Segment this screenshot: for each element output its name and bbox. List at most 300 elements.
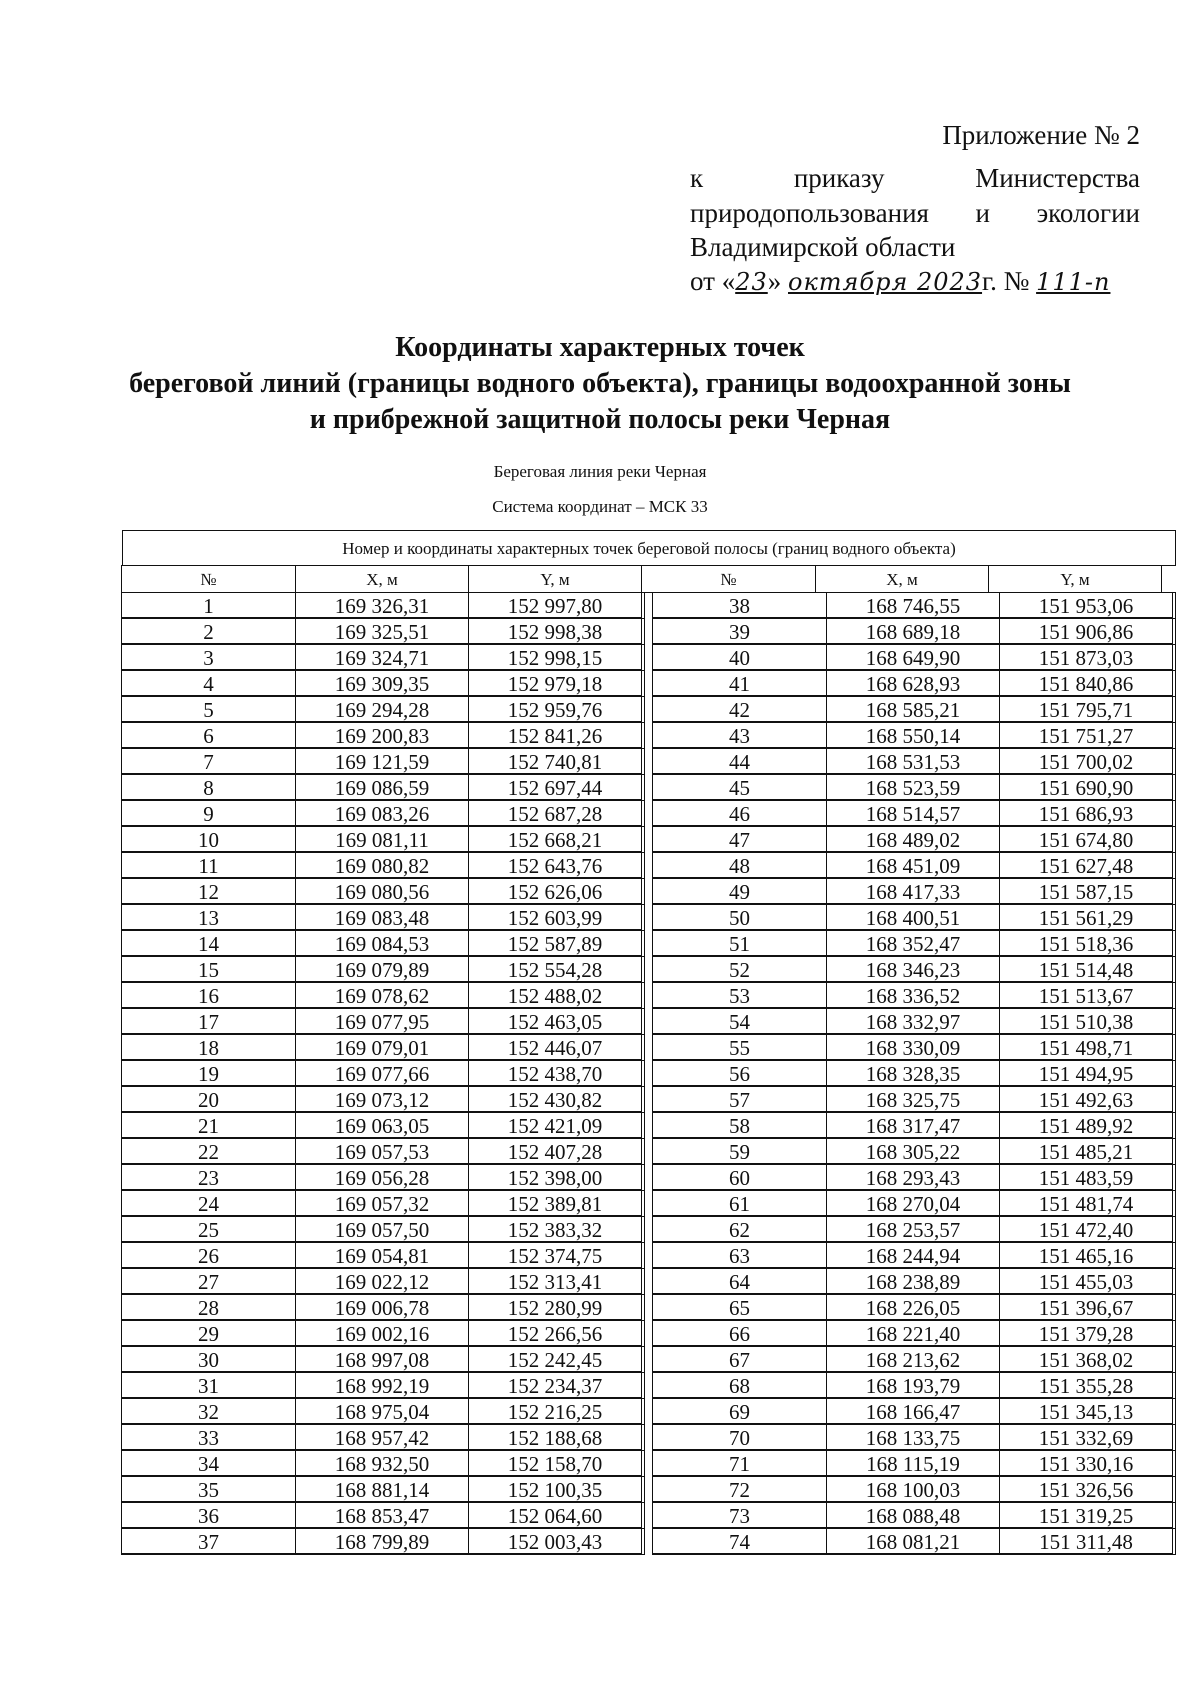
x-coordinate: 168 133,75 — [826, 1424, 1000, 1450]
x-coordinate: 169 054,81 — [295, 1242, 469, 1268]
point-number: 42 — [652, 696, 827, 722]
table-row — [652, 852, 1176, 879]
table-row — [121, 1112, 645, 1139]
x-coordinate: 168 081,21 — [826, 1528, 1000, 1554]
x-coordinate: 169 121,59 — [295, 748, 469, 774]
y-coordinate: 151 690,90 — [999, 774, 1173, 800]
x-coordinate: 169 309,35 — [295, 670, 469, 696]
x-coordinate: 168 514,57 — [826, 800, 1000, 826]
table-row — [121, 1320, 645, 1347]
table-row — [652, 1242, 1176, 1269]
col-header-x-right: X, м — [815, 565, 989, 593]
table-row — [121, 878, 645, 905]
y-coordinate: 152 242,45 — [468, 1346, 642, 1372]
table-row — [652, 1372, 1176, 1399]
y-coordinate: 152 398,00 — [468, 1164, 642, 1190]
table-row — [652, 1502, 1176, 1529]
y-coordinate: 152 697,44 — [468, 774, 642, 800]
table-row — [652, 618, 1176, 645]
x-coordinate: 168 115,19 — [826, 1450, 1000, 1476]
y-coordinate: 151 379,28 — [999, 1320, 1173, 1346]
table-row — [652, 696, 1176, 723]
y-coordinate: 151 472,40 — [999, 1216, 1173, 1242]
coordinates-table — [122, 530, 1176, 1555]
point-number: 11 — [121, 852, 296, 878]
table-row — [121, 1268, 645, 1295]
point-number: 33 — [121, 1424, 296, 1450]
table-row — [121, 1450, 645, 1477]
x-coordinate: 168 238,89 — [826, 1268, 1000, 1294]
x-coordinate: 168 649,90 — [826, 644, 1000, 670]
point-number: 31 — [121, 1372, 296, 1398]
table-row — [121, 1216, 645, 1243]
table-row — [121, 696, 645, 723]
point-number: 36 — [121, 1502, 296, 1528]
x-coordinate: 168 550,14 — [826, 722, 1000, 748]
x-coordinate: 168 088,48 — [826, 1502, 1000, 1528]
y-coordinate: 152 430,82 — [468, 1086, 642, 1112]
table-row — [121, 1008, 645, 1035]
point-number: 15 — [121, 956, 296, 982]
y-coordinate: 152 668,21 — [468, 826, 642, 852]
x-coordinate: 168 226,05 — [826, 1294, 1000, 1320]
title-line-1: Координаты характерных точек — [395, 332, 805, 363]
table-row — [121, 930, 645, 957]
title-line-3: и прибрежной защитной полосы реки Черная — [309, 404, 891, 435]
y-coordinate: 152 463,05 — [468, 1008, 642, 1034]
y-coordinate: 152 959,76 — [468, 696, 642, 722]
point-number: 54 — [652, 1008, 827, 1034]
point-number: 32 — [121, 1398, 296, 1424]
table-row — [652, 904, 1176, 931]
date-prefix: от « — [690, 266, 736, 296]
order-word-ecology: экологии — [1036, 198, 1140, 228]
x-coordinate: 168 585,21 — [826, 696, 1000, 722]
col-header-n-left: № — [121, 565, 296, 593]
x-coordinate: 168 100,03 — [826, 1476, 1000, 1502]
x-coordinate: 169 294,28 — [295, 696, 469, 722]
point-number: 8 — [121, 774, 296, 800]
point-number: 4 — [121, 670, 296, 696]
table-row — [121, 1372, 645, 1399]
x-coordinate: 168 957,42 — [295, 1424, 469, 1450]
point-number: 71 — [652, 1450, 827, 1476]
table-row — [121, 644, 645, 671]
point-number: 37 — [121, 1528, 296, 1554]
point-number: 16 — [121, 982, 296, 1008]
point-number: 17 — [121, 1008, 296, 1034]
table-row — [121, 982, 645, 1009]
document-title — [0, 330, 1200, 438]
y-coordinate: 152 188,68 — [468, 1424, 642, 1450]
y-coordinate: 151 627,48 — [999, 852, 1173, 878]
y-coordinate: 152 997,80 — [468, 592, 642, 618]
point-number: 3 — [121, 644, 296, 670]
x-coordinate: 168 531,53 — [826, 748, 1000, 774]
y-coordinate: 152 438,70 — [468, 1060, 642, 1086]
table-row — [652, 748, 1176, 775]
point-number: 21 — [121, 1112, 296, 1138]
y-coordinate: 151 513,67 — [999, 982, 1173, 1008]
table-row — [652, 1138, 1176, 1165]
order-number: 111-п — [1036, 268, 1111, 296]
table-caption: Номер и координаты характерных точек береговой полосы (границ водного объекта) — [122, 530, 1176, 566]
table-row — [652, 1216, 1176, 1243]
point-number: 14 — [121, 930, 296, 956]
y-coordinate: 151 751,27 — [999, 722, 1173, 748]
date-month-year: октября 2023 — [788, 268, 983, 296]
y-coordinate: 152 626,06 — [468, 878, 642, 904]
table-row — [652, 1190, 1176, 1217]
table-row — [121, 592, 645, 619]
appendix-number: Приложение № 2 — [942, 120, 1140, 150]
x-coordinate: 168 400,51 — [826, 904, 1000, 930]
table-row — [121, 1502, 645, 1529]
x-coordinate: 169 083,48 — [295, 904, 469, 930]
point-number: 7 — [121, 748, 296, 774]
y-coordinate: 152 266,56 — [468, 1320, 642, 1346]
point-number: 1 — [121, 592, 296, 618]
x-coordinate: 169 057,50 — [295, 1216, 469, 1242]
point-number: 44 — [652, 748, 827, 774]
point-number: 40 — [652, 644, 827, 670]
point-number: 68 — [652, 1372, 827, 1398]
point-number: 27 — [121, 1268, 296, 1294]
x-coordinate: 168 628,93 — [826, 670, 1000, 696]
y-coordinate: 151 345,13 — [999, 1398, 1173, 1424]
table-row — [121, 748, 645, 775]
table-right-block — [653, 593, 1176, 1555]
x-coordinate: 168 417,33 — [826, 878, 1000, 904]
point-number: 10 — [121, 826, 296, 852]
x-coordinate: 168 975,04 — [295, 1398, 469, 1424]
y-coordinate: 151 355,28 — [999, 1372, 1173, 1398]
x-coordinate: 169 006,78 — [295, 1294, 469, 1320]
y-coordinate: 151 483,59 — [999, 1164, 1173, 1190]
x-coordinate: 168 253,57 — [826, 1216, 1000, 1242]
x-coordinate: 169 326,31 — [295, 592, 469, 618]
x-coordinate: 168 221,40 — [826, 1320, 1000, 1346]
col-header-x-left: X, м — [295, 565, 469, 593]
x-coordinate: 169 057,53 — [295, 1138, 469, 1164]
order-line-2 — [690, 198, 1140, 229]
x-coordinate: 168 332,97 — [826, 1008, 1000, 1034]
point-number: 46 — [652, 800, 827, 826]
point-number: 34 — [121, 1450, 296, 1476]
x-coordinate: 168 997,08 — [295, 1346, 469, 1372]
point-number: 26 — [121, 1242, 296, 1268]
y-coordinate: 151 311,48 — [999, 1528, 1173, 1554]
order-word-prikazu: приказу — [793, 163, 885, 193]
x-coordinate: 169 084,53 — [295, 930, 469, 956]
point-number: 20 — [121, 1086, 296, 1112]
point-number: 50 — [652, 904, 827, 930]
y-coordinate: 152 100,35 — [468, 1476, 642, 1502]
x-coordinate: 169 081,11 — [295, 826, 469, 852]
table-row — [121, 1294, 645, 1321]
y-coordinate: 151 873,03 — [999, 644, 1173, 670]
table-row — [652, 774, 1176, 801]
point-number: 63 — [652, 1242, 827, 1268]
x-coordinate: 169 086,59 — [295, 774, 469, 800]
x-coordinate: 168 330,09 — [826, 1034, 1000, 1060]
table-row — [121, 1164, 645, 1191]
point-number: 65 — [652, 1294, 827, 1320]
table-row — [652, 800, 1176, 827]
point-number: 55 — [652, 1034, 827, 1060]
table-row — [121, 1034, 645, 1061]
table-row — [121, 1138, 645, 1165]
table-row — [652, 956, 1176, 983]
point-number: 72 — [652, 1476, 827, 1502]
y-coordinate: 152 374,75 — [468, 1242, 642, 1268]
table-row — [652, 1450, 1176, 1477]
y-coordinate: 152 979,18 — [468, 670, 642, 696]
y-coordinate: 152 421,09 — [468, 1112, 642, 1138]
y-coordinate: 151 587,15 — [999, 878, 1173, 904]
subtitle-coordinate-system: Система координат – МСК 33 — [492, 497, 708, 516]
x-coordinate: 168 489,02 — [826, 826, 1000, 852]
x-coordinate: 168 293,43 — [826, 1164, 1000, 1190]
x-coordinate: 168 317,47 — [826, 1112, 1000, 1138]
point-number: 35 — [121, 1476, 296, 1502]
y-coordinate: 152 554,28 — [468, 956, 642, 982]
table-row — [652, 1528, 1176, 1555]
point-number: 25 — [121, 1216, 296, 1242]
point-number: 45 — [652, 774, 827, 800]
table-row — [652, 1164, 1176, 1191]
order-word-k: к — [690, 163, 704, 193]
x-coordinate: 169 077,95 — [295, 1008, 469, 1034]
x-coordinate: 169 063,05 — [295, 1112, 469, 1138]
table-left-block — [122, 593, 645, 1555]
table-row — [121, 904, 645, 931]
point-number: 2 — [121, 618, 296, 644]
y-coordinate: 152 687,28 — [468, 800, 642, 826]
y-coordinate: 152 740,81 — [468, 748, 642, 774]
y-coordinate: 151 492,63 — [999, 1086, 1173, 1112]
y-coordinate: 152 389,81 — [468, 1190, 642, 1216]
y-coordinate: 152 446,07 — [468, 1034, 642, 1060]
y-coordinate: 152 841,26 — [468, 722, 642, 748]
order-word-nature: природопользования — [690, 198, 929, 228]
point-number: 66 — [652, 1320, 827, 1346]
table-column-headers — [122, 566, 1176, 593]
table-row — [652, 592, 1176, 619]
table-row — [121, 1528, 645, 1555]
x-coordinate: 168 689,18 — [826, 618, 1000, 644]
y-coordinate: 151 906,86 — [999, 618, 1173, 644]
subtitle-shoreline: Береговая линия реки Черная — [493, 462, 707, 481]
point-number: 53 — [652, 982, 827, 1008]
x-coordinate: 168 166,47 — [826, 1398, 1000, 1424]
y-coordinate: 151 368,02 — [999, 1346, 1173, 1372]
table-row — [652, 1320, 1176, 1347]
table-row — [121, 1242, 645, 1269]
y-coordinate: 152 064,60 — [468, 1502, 642, 1528]
x-coordinate: 168 325,75 — [826, 1086, 1000, 1112]
table-row — [652, 644, 1176, 671]
point-number: 39 — [652, 618, 827, 644]
table-row — [121, 1476, 645, 1503]
point-number: 19 — [121, 1060, 296, 1086]
table-row — [652, 1008, 1176, 1035]
point-number: 38 — [652, 592, 827, 618]
table-row — [652, 1398, 1176, 1425]
table-row — [121, 774, 645, 801]
table-row — [652, 1034, 1176, 1061]
table-row — [652, 982, 1176, 1009]
point-number: 61 — [652, 1190, 827, 1216]
table-row — [652, 1424, 1176, 1451]
table-row — [652, 826, 1176, 853]
x-coordinate: 168 244,94 — [826, 1242, 1000, 1268]
point-number: 43 — [652, 722, 827, 748]
table-row — [121, 722, 645, 749]
point-number: 41 — [652, 670, 827, 696]
point-number: 47 — [652, 826, 827, 852]
table-row — [652, 878, 1176, 905]
y-coordinate: 151 455,03 — [999, 1268, 1173, 1294]
table-row — [652, 1476, 1176, 1503]
point-number: 18 — [121, 1034, 296, 1060]
table-row — [121, 1346, 645, 1373]
y-coordinate: 151 485,21 — [999, 1138, 1173, 1164]
point-number: 58 — [652, 1112, 827, 1138]
point-number: 5 — [121, 696, 296, 722]
col-header-y-right: Y, м — [988, 565, 1162, 593]
x-coordinate: 169 002,16 — [295, 1320, 469, 1346]
point-number: 64 — [652, 1268, 827, 1294]
y-coordinate: 152 158,70 — [468, 1450, 642, 1476]
y-coordinate: 151 330,16 — [999, 1450, 1173, 1476]
x-coordinate: 168 799,89 — [295, 1528, 469, 1554]
y-coordinate: 151 686,93 — [999, 800, 1173, 826]
x-coordinate: 169 325,51 — [295, 618, 469, 644]
table-row — [121, 1190, 645, 1217]
table-row — [652, 1268, 1176, 1295]
x-coordinate: 168 746,55 — [826, 592, 1000, 618]
point-number: 24 — [121, 1190, 296, 1216]
table-row — [652, 670, 1176, 697]
y-coordinate: 151 494,95 — [999, 1060, 1173, 1086]
point-number: 22 — [121, 1138, 296, 1164]
point-number: 67 — [652, 1346, 827, 1372]
order-word-ministry: Министерства — [975, 163, 1140, 193]
y-coordinate: 151 514,48 — [999, 956, 1173, 982]
y-coordinate: 152 234,37 — [468, 1372, 642, 1398]
order-word-and: и — [975, 198, 990, 228]
order-line-3: Владимирской области — [690, 232, 956, 262]
table-row — [121, 1398, 645, 1425]
point-number: 13 — [121, 904, 296, 930]
y-coordinate: 151 396,67 — [999, 1294, 1173, 1320]
y-coordinate: 151 953,06 — [999, 592, 1173, 618]
table-row — [121, 800, 645, 827]
x-coordinate: 168 881,14 — [295, 1476, 469, 1502]
point-number: 73 — [652, 1502, 827, 1528]
y-coordinate: 151 465,16 — [999, 1242, 1173, 1268]
x-coordinate: 169 200,83 — [295, 722, 469, 748]
point-number: 60 — [652, 1164, 827, 1190]
x-coordinate: 169 324,71 — [295, 644, 469, 670]
table-row — [652, 930, 1176, 957]
y-coordinate: 152 407,28 — [468, 1138, 642, 1164]
order-line-1 — [690, 163, 1140, 194]
x-coordinate: 168 270,04 — [826, 1190, 1000, 1216]
y-coordinate: 152 998,38 — [468, 618, 642, 644]
date-day: 23 — [735, 268, 768, 296]
point-number: 52 — [652, 956, 827, 982]
y-coordinate: 151 700,02 — [999, 748, 1173, 774]
y-coordinate: 151 498,71 — [999, 1034, 1173, 1060]
table-row — [652, 1060, 1176, 1087]
y-coordinate: 151 510,38 — [999, 1008, 1173, 1034]
point-number: 29 — [121, 1320, 296, 1346]
y-coordinate: 152 998,15 — [468, 644, 642, 670]
table-row — [121, 852, 645, 879]
x-coordinate: 169 022,12 — [295, 1268, 469, 1294]
table-row — [121, 670, 645, 697]
x-coordinate: 168 992,19 — [295, 1372, 469, 1398]
x-coordinate: 168 853,47 — [295, 1502, 469, 1528]
x-coordinate: 168 523,59 — [826, 774, 1000, 800]
point-number: 51 — [652, 930, 827, 956]
point-number: 6 — [121, 722, 296, 748]
col-header-n-right: № — [641, 565, 816, 593]
table-row — [121, 956, 645, 983]
y-coordinate: 151 561,29 — [999, 904, 1173, 930]
table-row — [652, 1294, 1176, 1321]
point-number: 70 — [652, 1424, 827, 1450]
x-coordinate: 169 080,82 — [295, 852, 469, 878]
y-coordinate: 151 518,36 — [999, 930, 1173, 956]
col-header-y-left: Y, м — [468, 565, 642, 593]
x-coordinate: 169 056,28 — [295, 1164, 469, 1190]
point-number: 56 — [652, 1060, 827, 1086]
table-row — [652, 1346, 1176, 1373]
y-coordinate: 151 481,74 — [999, 1190, 1173, 1216]
point-number: 69 — [652, 1398, 827, 1424]
x-coordinate: 168 451,09 — [826, 852, 1000, 878]
table-row — [652, 722, 1176, 749]
x-coordinate: 168 328,35 — [826, 1060, 1000, 1086]
point-number: 23 — [121, 1164, 296, 1190]
table-row — [121, 1086, 645, 1113]
x-coordinate: 168 932,50 — [295, 1450, 469, 1476]
y-coordinate: 152 383,32 — [468, 1216, 642, 1242]
y-coordinate: 151 489,92 — [999, 1112, 1173, 1138]
x-coordinate: 168 305,22 — [826, 1138, 1000, 1164]
x-coordinate: 168 346,23 — [826, 956, 1000, 982]
point-number: 9 — [121, 800, 296, 826]
point-number: 74 — [652, 1528, 827, 1554]
point-number: 48 — [652, 852, 827, 878]
point-number: 30 — [121, 1346, 296, 1372]
x-coordinate: 169 079,01 — [295, 1034, 469, 1060]
x-coordinate: 169 073,12 — [295, 1086, 469, 1112]
y-coordinate: 151 326,56 — [999, 1476, 1173, 1502]
point-number: 28 — [121, 1294, 296, 1320]
x-coordinate: 169 078,62 — [295, 982, 469, 1008]
x-coordinate: 168 213,62 — [826, 1346, 1000, 1372]
y-coordinate: 151 840,86 — [999, 670, 1173, 696]
y-coordinate: 152 280,99 — [468, 1294, 642, 1320]
y-coordinate: 152 216,25 — [468, 1398, 642, 1424]
title-line-2: береговой линий (границы водного объекта), границы водоохранной зоны — [129, 368, 1071, 399]
table-row — [121, 1424, 645, 1451]
y-coordinate: 151 795,71 — [999, 696, 1173, 722]
